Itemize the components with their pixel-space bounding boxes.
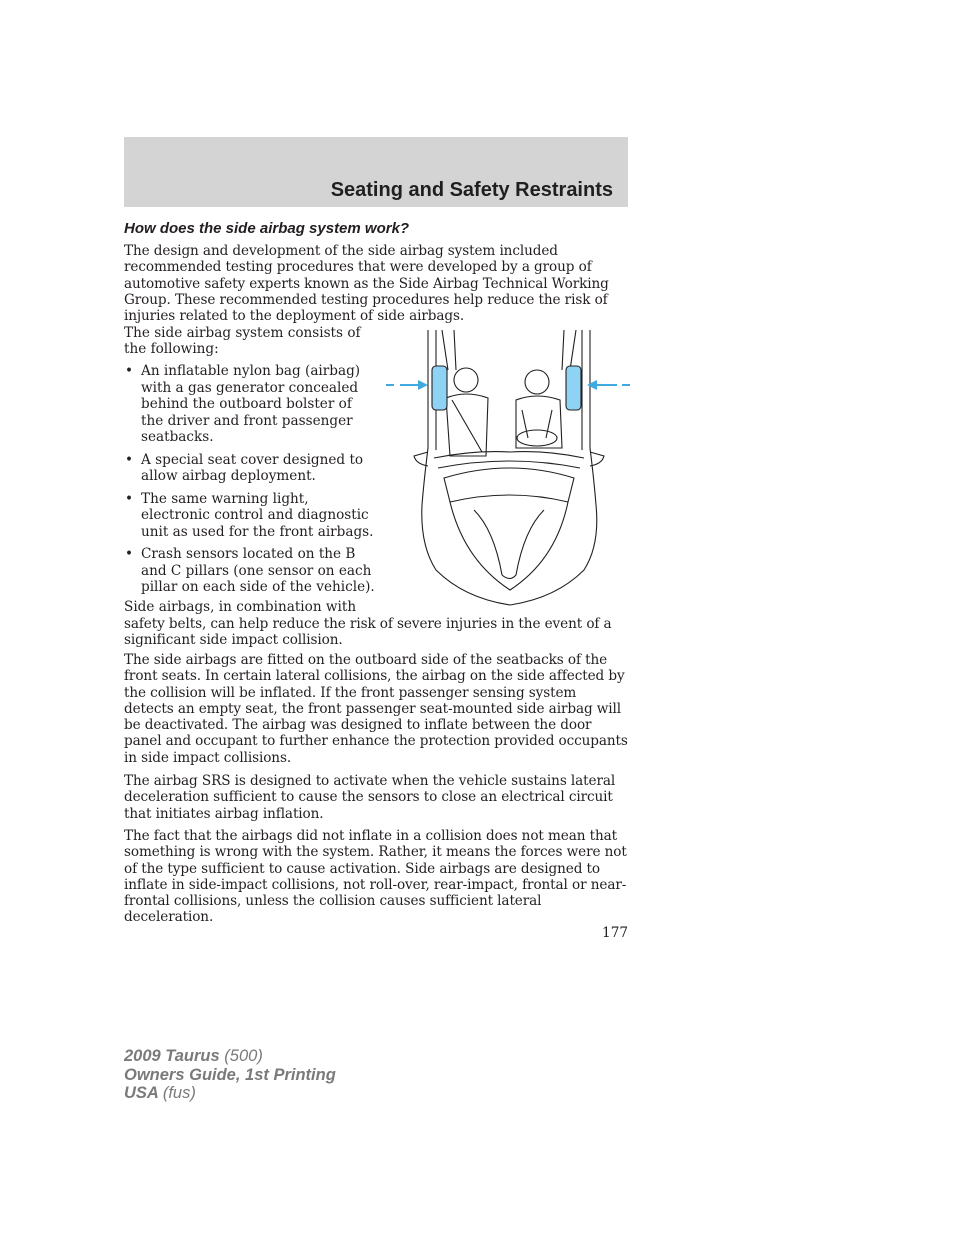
right-impact-arrow-icon (587, 380, 597, 390)
section-title: Seating and Safety Restraints (330, 179, 613, 201)
section-header-band (124, 137, 628, 207)
document-footer (124, 1047, 336, 1103)
subsection-heading: How does the side airbag system work? (124, 220, 410, 237)
list-intro (124, 325, 374, 358)
list-item-line: the driver and front passenger (141, 412, 353, 429)
paragraph-non-inflation: The fact that the airbags did not inflate in a collision does not mean that something is wrong with the system. Rather, it means the forces were not of the type sufficient to cause activation. Side airbags are designed to inflate in side-impact collisions, not roll-over, rear-impact, frontal or near-frontal collisions, unless the collision causes sufficient lateral deceleration. (124, 828, 627, 926)
list-item-line: with a gas generator concealed (141, 379, 359, 396)
list-item-line: A special seat cover designed to (141, 451, 364, 468)
list-item-line: seatbacks. (141, 429, 214, 445)
list-item-line: and C pillars (one sensor on each (141, 562, 372, 579)
bullet-icon: • (125, 451, 134, 468)
side-airbag-vehicle-illustration (384, 330, 634, 608)
list-item (124, 491, 386, 541)
list-intro-line2: the following: (124, 341, 219, 358)
footer-line-model (124, 1047, 336, 1066)
paragraph-side-airbags: safety belts, can help reduce the risk of severe injuries in the event of a significant side impact collision. (124, 616, 612, 649)
list-item-line: electronic control and diagnostic (141, 507, 369, 523)
paragraph-intro: The design and development of the side airbag system included recommended testing procedures that were developed by a group of automotive safety experts known as the Side Airbag Technical Working Group. These recommended testing procedures help reduce the risk of injuries related to the deployment of side airbags. (124, 243, 609, 325)
footer-market: USA (124, 1084, 159, 1102)
list-intro-line1: The side airbag system consists of (124, 325, 361, 341)
list-item-line: Crash sensors located on the B (141, 546, 356, 562)
list-item-line: An inflatable nylon bag (airbag) (141, 363, 361, 379)
paragraph-side-airbags-first-line: Side airbags, in combination with (124, 599, 357, 615)
paragraph-fitting: The side airbags are fitted on the outboard side of the seatbacks of the front seats. In certain lateral collisions, the airbag on the side affected by the collision will be inflated. If the front passenger sensing system detects an empty seat, the front passenger seat-mounted side airbag will be deactivated. The airbag was designed to inflate between the door panel and occupant to further enhance the protection provided occupants in side impact collisions. (124, 652, 628, 766)
footer-model-code: (500) (224, 1047, 263, 1065)
list-item-line: behind the outboard bolster of (141, 396, 352, 412)
passenger-airbag-icon (432, 366, 447, 410)
list-item-line: unit as used for the front airbags. (141, 523, 374, 540)
footer-line-guide: Owners Guide, 1st Printing (124, 1065, 336, 1084)
bullet-icon: • (125, 363, 134, 379)
page-number: 177 (602, 925, 628, 941)
left-impact-arrow-icon (418, 380, 428, 390)
list-item (124, 452, 386, 485)
driver-airbag-icon (566, 366, 581, 410)
paragraph-activation: The airbag SRS is designed to activate when the vehicle sustains lateral deceleration sufficient to cause the sensors to close an electrical circuit that initiates airbag inflation. (124, 773, 616, 822)
footer-market-code: (fus) (162, 1084, 196, 1102)
list-item (124, 546, 386, 596)
footer-model: 2009 Taurus (124, 1047, 220, 1065)
list-item-line: The same warning light, (141, 490, 309, 507)
bullet-icon: • (125, 546, 134, 562)
footer-line-market (124, 1084, 336, 1103)
bullet-icon: • (125, 490, 134, 507)
list-item-line: allow airbag deployment. (141, 468, 316, 484)
list-item (124, 363, 386, 446)
list-item-line: pillar on each side of the vehicle). (141, 579, 375, 595)
component-list (124, 363, 386, 602)
